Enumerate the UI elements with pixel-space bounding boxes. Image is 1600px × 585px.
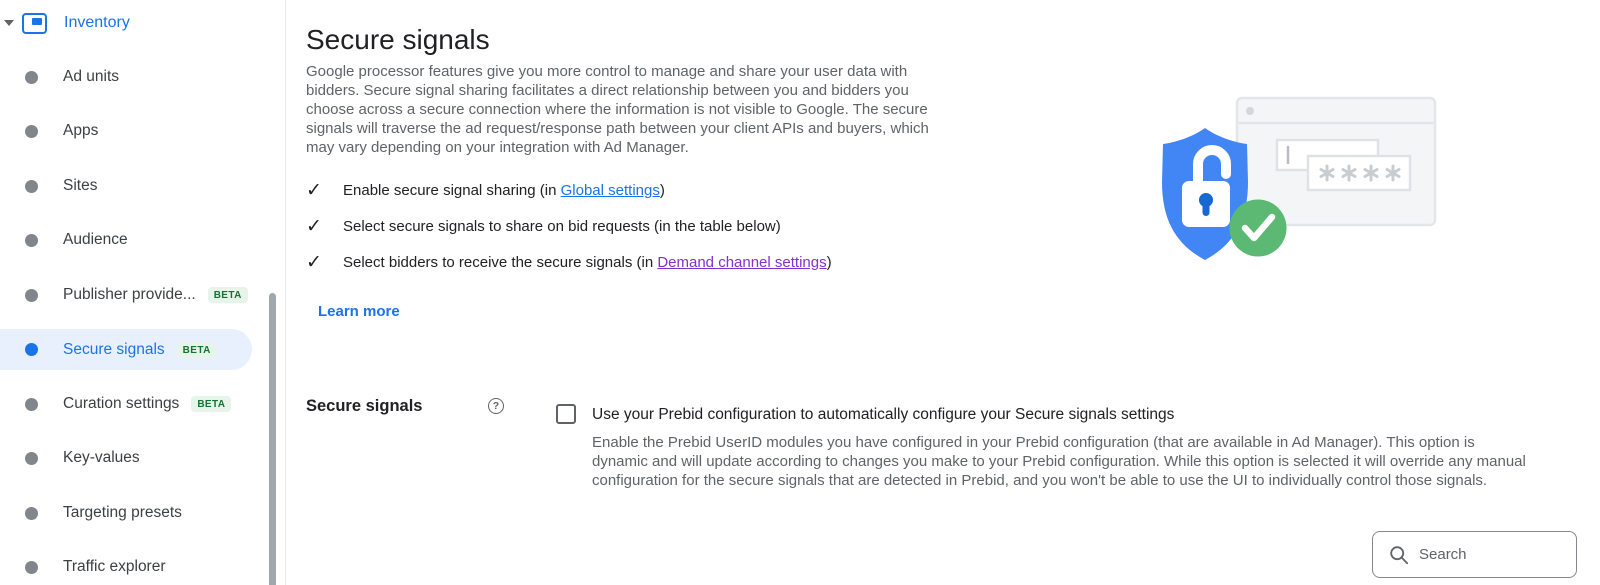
sidebar-item-targeting-presets[interactable]: Targeting presets — [0, 493, 182, 533]
bullet-icon — [25, 507, 38, 520]
bullet-icon — [25, 180, 38, 193]
beta-badge: BETA — [208, 287, 248, 303]
sidebar-scrollbar[interactable] — [269, 293, 276, 585]
learn-more-link[interactable]: Learn more — [318, 303, 400, 320]
sidebar-item-audience[interactable]: Audience — [0, 220, 128, 260]
checkmark-icon: ✓ — [306, 251, 322, 273]
checkmark-icon: ✓ — [306, 179, 322, 201]
sidebar — [0, 0, 286, 585]
bullet-icon — [25, 398, 38, 411]
section-label: Secure signals — [306, 397, 423, 415]
help-icon[interactable]: ? — [488, 398, 504, 414]
verified-check-icon — [1230, 200, 1287, 257]
password-field — [1308, 156, 1410, 190]
checklist-item: ✓ Select bidders to receive the secure signals (in Demand channel settings) — [306, 251, 832, 273]
checklist — [306, 172, 1006, 280]
page-title: Secure signals — [306, 24, 490, 55]
prebid-checkbox-label[interactable]: Use your Prebid configuration to automatically configure your Secure signals settings — [592, 406, 1175, 423]
search-input[interactable] — [1419, 546, 1559, 563]
beta-badge: BETA — [191, 396, 231, 412]
sidebar-item-sites[interactable]: Sites — [0, 166, 97, 206]
bullet-icon — [25, 71, 38, 84]
bullet-icon — [25, 125, 38, 138]
sidebar-section-inventory[interactable] — [0, 8, 130, 38]
bullet-icon — [25, 452, 38, 465]
global-settings-link[interactable]: Global settings — [560, 181, 660, 199]
sidebar-item-traffic-explorer[interactable]: Traffic explorer — [0, 547, 166, 585]
search-box — [1372, 531, 1577, 578]
demand-channel-settings-link[interactable]: Demand channel settings — [657, 253, 827, 271]
bullet-icon — [25, 234, 38, 247]
sidebar-item-curation-settings[interactable]: Curation settings BETA — [0, 384, 231, 424]
checklist-item: ✓ Enable secure signal sharing (in Global settings) — [306, 179, 665, 201]
bullet-icon — [25, 289, 38, 302]
checkmark-icon: ✓ — [306, 215, 322, 237]
sidebar-item-publisher-provided[interactable]: Publisher provide... BETA — [0, 275, 248, 315]
beta-badge: BETA — [177, 342, 217, 358]
checklist-item: ✓ Select secure signals to share on bid requests (in the table below) — [306, 215, 781, 237]
prebid-checkbox[interactable] — [556, 404, 576, 424]
bullet-icon — [25, 561, 38, 574]
page-description: Google processor features give you more control to manage and share your user data with bidders. Secure signal sharing facilitates a direct relationship between you and bidders you choose across a secure connection where the information is not visible to Google. The secure signals will traverse the ad request/response path between your client APIs and buyers, which may vary depending on your integration with Ad Manager. — [306, 63, 929, 156]
window-dot-icon — [1246, 107, 1254, 115]
inventory-icon — [22, 13, 47, 34]
sidebar-section-label[interactable]: Inventory — [64, 14, 130, 31]
bullet-icon — [25, 343, 38, 356]
sidebar-item-apps[interactable]: Apps — [0, 111, 98, 151]
prebid-checkbox-description: Enable the Prebid UserID modules you have configured in your Prebid configuration (that are available in Ad Manager). This option is dynamic and will update according to changes you make to your Prebid configuration. While this option is selected it will override any manual configuration for the secure signals that are detected in Prebid, and you won't be able to use the UI to individually control those signals. — [592, 434, 1526, 490]
collapse-arrow-icon[interactable] — [4, 20, 14, 26]
search-icon — [1389, 545, 1409, 565]
sidebar-item-ad-units[interactable]: Ad units — [0, 57, 119, 97]
sidebar-item-key-values[interactable]: Key-values — [0, 438, 140, 478]
sidebar-item-secure-signals[interactable]: Secure signals BETA — [0, 329, 252, 370]
secure-signals-illustration — [1120, 80, 1440, 270]
